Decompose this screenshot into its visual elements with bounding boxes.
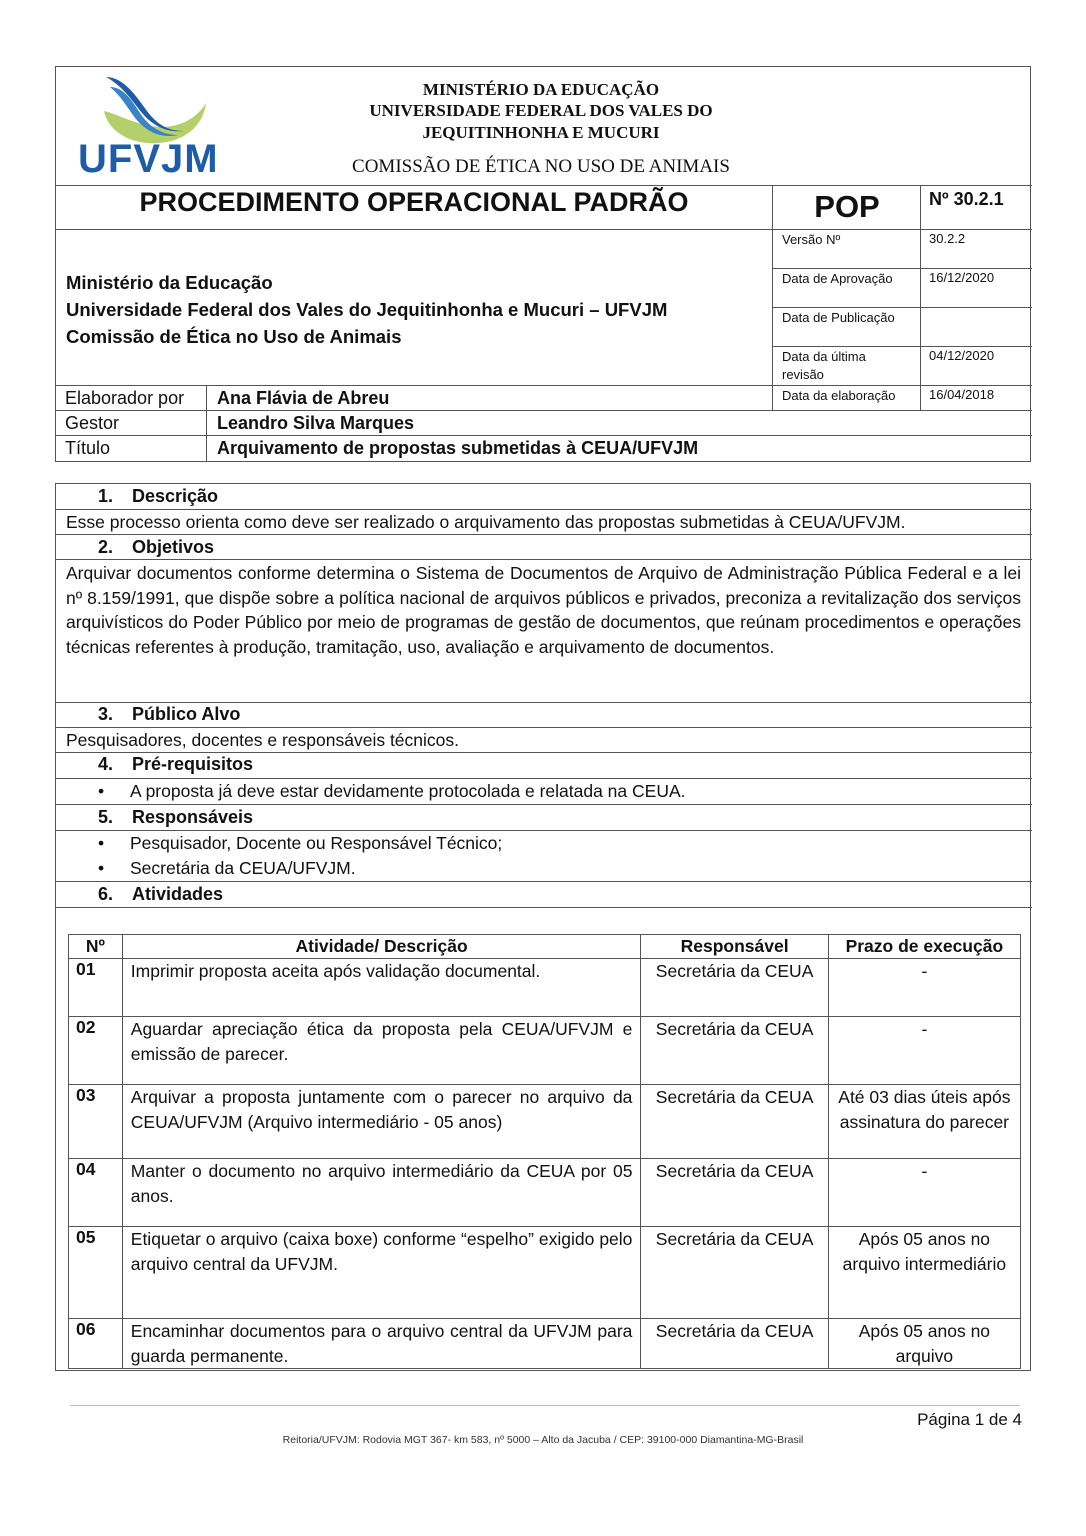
- document-header: [55, 66, 1031, 462]
- logo-wordmark: UFVJM: [78, 137, 219, 181]
- footer-address: Reitoria/UFVJM: Rodovia MGT 367- km 583, nº 5000 – Alto da Jacuba / CEP: 39100-000 Diamantina-MG-Brasil: [282, 1434, 804, 1446]
- manager-label: Gestor: [65, 413, 120, 433]
- section-text-description: Esse processo orienta como deve ser realizado o arquivamento das propostas submetidas à CEUA/UFVJM.: [66, 512, 906, 532]
- meta-value-last-revision: 04/12/2020: [929, 348, 995, 363]
- list-item: • A proposta já deve estar devidamente protocolada e relatada na CEUA.: [98, 781, 686, 801]
- list-item: • Pesquisador, Docente ou Responsável Técnico;: [98, 833, 503, 853]
- institution-ministry: Ministério da Educação: [66, 272, 273, 293]
- pop-number: Nº 30.2.1: [929, 189, 1004, 209]
- table-row: 04 Manter o documento no arquivo intermediário da CEUA por 05 anos. Secretária da CEUA -: [69, 1159, 1021, 1227]
- section-heading-prerequisites: 4. Pré-requisitos: [98, 754, 254, 774]
- university-heading-line1: UNIVERSIDADE FEDERAL DOS VALES DO: [369, 101, 713, 120]
- column-header-activity: Atividade/ Descrição: [122, 935, 641, 959]
- section-heading-description: 1. Descrição: [98, 486, 219, 506]
- meta-label-elaboration: Data da elaboração: [782, 388, 896, 403]
- section-heading-activities: 6. Atividades: [98, 884, 224, 904]
- meta-label-version: Versão Nº: [782, 232, 841, 247]
- table-header-row: [69, 935, 1021, 959]
- title-value: Arquivamento de propostas submetidas à CEUA/UFVJM: [217, 438, 699, 458]
- page-number: Página 1 de 4: [917, 1410, 1022, 1429]
- column-header-deadline: Prazo de execução: [828, 935, 1020, 959]
- column-header-responsible: Responsável: [641, 935, 828, 959]
- document-type-title: PROCEDIMENTO OPERACIONAL PADRÃO: [139, 187, 689, 217]
- footer-divider: [70, 1405, 1020, 1406]
- meta-value-version: 30.2.2: [929, 231, 966, 246]
- procedure-body: [55, 483, 1031, 1371]
- ministry-heading: MINISTÉRIO DA EDUCAÇÃO: [422, 80, 660, 99]
- table-row: 02 Aguardar apreciação ética da proposta pela CEUA/UFVJM e emissão de parecer. Secretária da CEUA -: [69, 1017, 1021, 1085]
- table-row: 01 Imprimir proposta aceita após validação documental. Secretária da CEUA -: [69, 959, 1021, 1017]
- meta-label-publication: Data de Publicação: [782, 310, 895, 325]
- author-value: Ana Flávia de Abreu: [217, 388, 390, 408]
- section-heading-responsibles: 5. Responsáveis: [98, 807, 254, 827]
- author-label: Elaborador por: [65, 388, 185, 408]
- title-label: Título: [65, 438, 111, 458]
- section-text-audience: Pesquisadores, docentes e responsáveis técnicos.: [66, 730, 460, 750]
- table-row: 03 Arquivar a proposta juntamente com o parecer no arquivo da CEUA/UFVJM (Arquivo intermediário - 05 anos) Secretária da CEUA Até 03 dias úteis após assinatura do parecer: [69, 1085, 1021, 1159]
- pop-label: POP: [814, 189, 880, 224]
- meta-value-approval: 16/12/2020: [929, 270, 995, 285]
- table-row: 05 Etiquetar o arquivo (caixa boxe) conforme “espelho” exigido pelo arquivo central da UFVJM. Secretária da CEUA Após 05 anos no arquivo intermediário: [69, 1227, 1021, 1319]
- meta-label-approval: Data de Aprovação: [782, 271, 893, 286]
- ufvjm-logo: [74, 73, 224, 185]
- manager-value: Leandro Silva Marques: [217, 413, 415, 433]
- column-header-number: Nº: [69, 935, 123, 959]
- university-heading-line2: JEQUITINHONHA E MUCURI: [422, 123, 660, 142]
- institution-university: Universidade Federal dos Vales do Jequitinhonha e Mucuri – UFVJM: [66, 299, 668, 320]
- list-item: • Secretária da CEUA/UFVJM.: [98, 858, 356, 878]
- section-heading-objectives: 2. Objetivos: [98, 537, 215, 557]
- meta-value-elaboration: 16/04/2018: [929, 387, 995, 402]
- institution-committee: Comissão de Ética no Uso de Animais: [66, 326, 402, 347]
- section-heading-audience: 3. Público Alvo: [98, 704, 241, 724]
- committee-heading: COMISSÃO DE ÉTICA NO USO DE ANIMAIS: [352, 156, 730, 177]
- activities-table: [68, 934, 1021, 1369]
- table-row: 06 Encaminhar documentos para o arquivo central da UFVJM para guarda permanente. Secretária da CEUA Após 05 anos no arquivo: [69, 1319, 1021, 1369]
- section-text-objectives: Arquivar documentos conforme determina o Sistema de Documentos de Arquivo de Administração Pública Federal e a lei nº 8.159/1991, que dispõe sobre a política nacional de arquivos públicos e privados, preconiza a revitalização dos serviços arquivísticos do Poder Público por meio de programas de gestão de documentos, que reúnam procedimentos e operações técnicas referentes à produção, tramitação, uso, avaliação e arquivamento de documentos.: [66, 563, 1021, 657]
- institution-block: [66, 269, 667, 350]
- meta-label-last-revision: Data da última revisão: [782, 349, 866, 382]
